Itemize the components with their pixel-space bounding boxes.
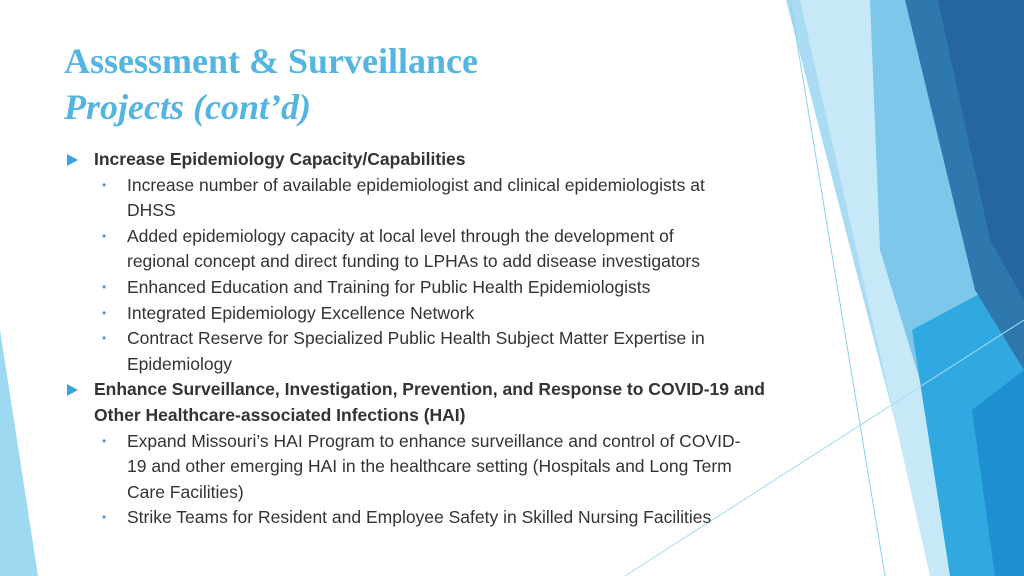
list-item [64, 301, 809, 327]
list-item [64, 505, 809, 531]
item-line: Added epidemiology capacity at local level through the development of [127, 225, 674, 246]
item-line: Epidemiology [127, 353, 233, 374]
deco-left-strip [0, 330, 38, 576]
item-line: Strike Teams for Resident and Employee Safety in Skilled Nursing Facilities [127, 507, 712, 528]
section-heading-epidemiology-capacity [64, 147, 809, 173]
list-item [64, 224, 809, 275]
item-line: Increase number of available epidemiologist and clinical epidemiologists at [127, 174, 705, 195]
item-line: Enhanced Education and Training for Public Health Epidemiologists [127, 276, 651, 297]
heading-line: Enhance Surveillance, Investigation, Prevention, and Response to COVID-19 and [94, 379, 765, 400]
item-line: Contract Reserve for Specialized Public Health Subject Matter Expertise in [127, 328, 705, 349]
list-item [64, 429, 809, 506]
list-item [64, 326, 809, 377]
section-heading-surveillance-hai [64, 377, 809, 428]
item-line: DHSS [127, 200, 176, 221]
bullet-content [64, 147, 809, 531]
title-line-1: Assessment & Surveillance [64, 41, 478, 81]
title-line-2: Projects (cont’d) [64, 87, 311, 127]
list-item [64, 173, 809, 224]
dot-bullet-icon: • [102, 510, 107, 525]
dot-bullet-icon: • [102, 331, 107, 346]
item-line: Expand Missouri’s HAI Program to enhance surveillance and control of COVID- [127, 430, 741, 451]
arrow-bullet-icon [67, 384, 78, 396]
list-item [64, 275, 809, 301]
item-line: Integrated Epidemiology Excellence Network [127, 302, 475, 323]
dot-bullet-icon: • [102, 228, 107, 243]
heading-line: Increase Epidemiology Capacity/Capabilities [94, 149, 466, 169]
item-line: 19 and other emerging HAI in the healthcare setting (Hospitals and Long Term [127, 456, 732, 477]
dot-bullet-icon: • [102, 279, 107, 294]
dot-bullet-icon: • [102, 305, 107, 320]
item-line: Care Facilities) [127, 481, 244, 502]
item-line: regional concept and direct funding to LPHAs to add disease investigators [127, 251, 700, 272]
slide-title [64, 38, 478, 130]
heading-line: Other Healthcare-associated Infections (HAI) [94, 404, 466, 425]
dot-bullet-icon: • [102, 177, 107, 192]
dot-bullet-icon: • [102, 433, 107, 448]
arrow-bullet-icon [67, 154, 78, 166]
